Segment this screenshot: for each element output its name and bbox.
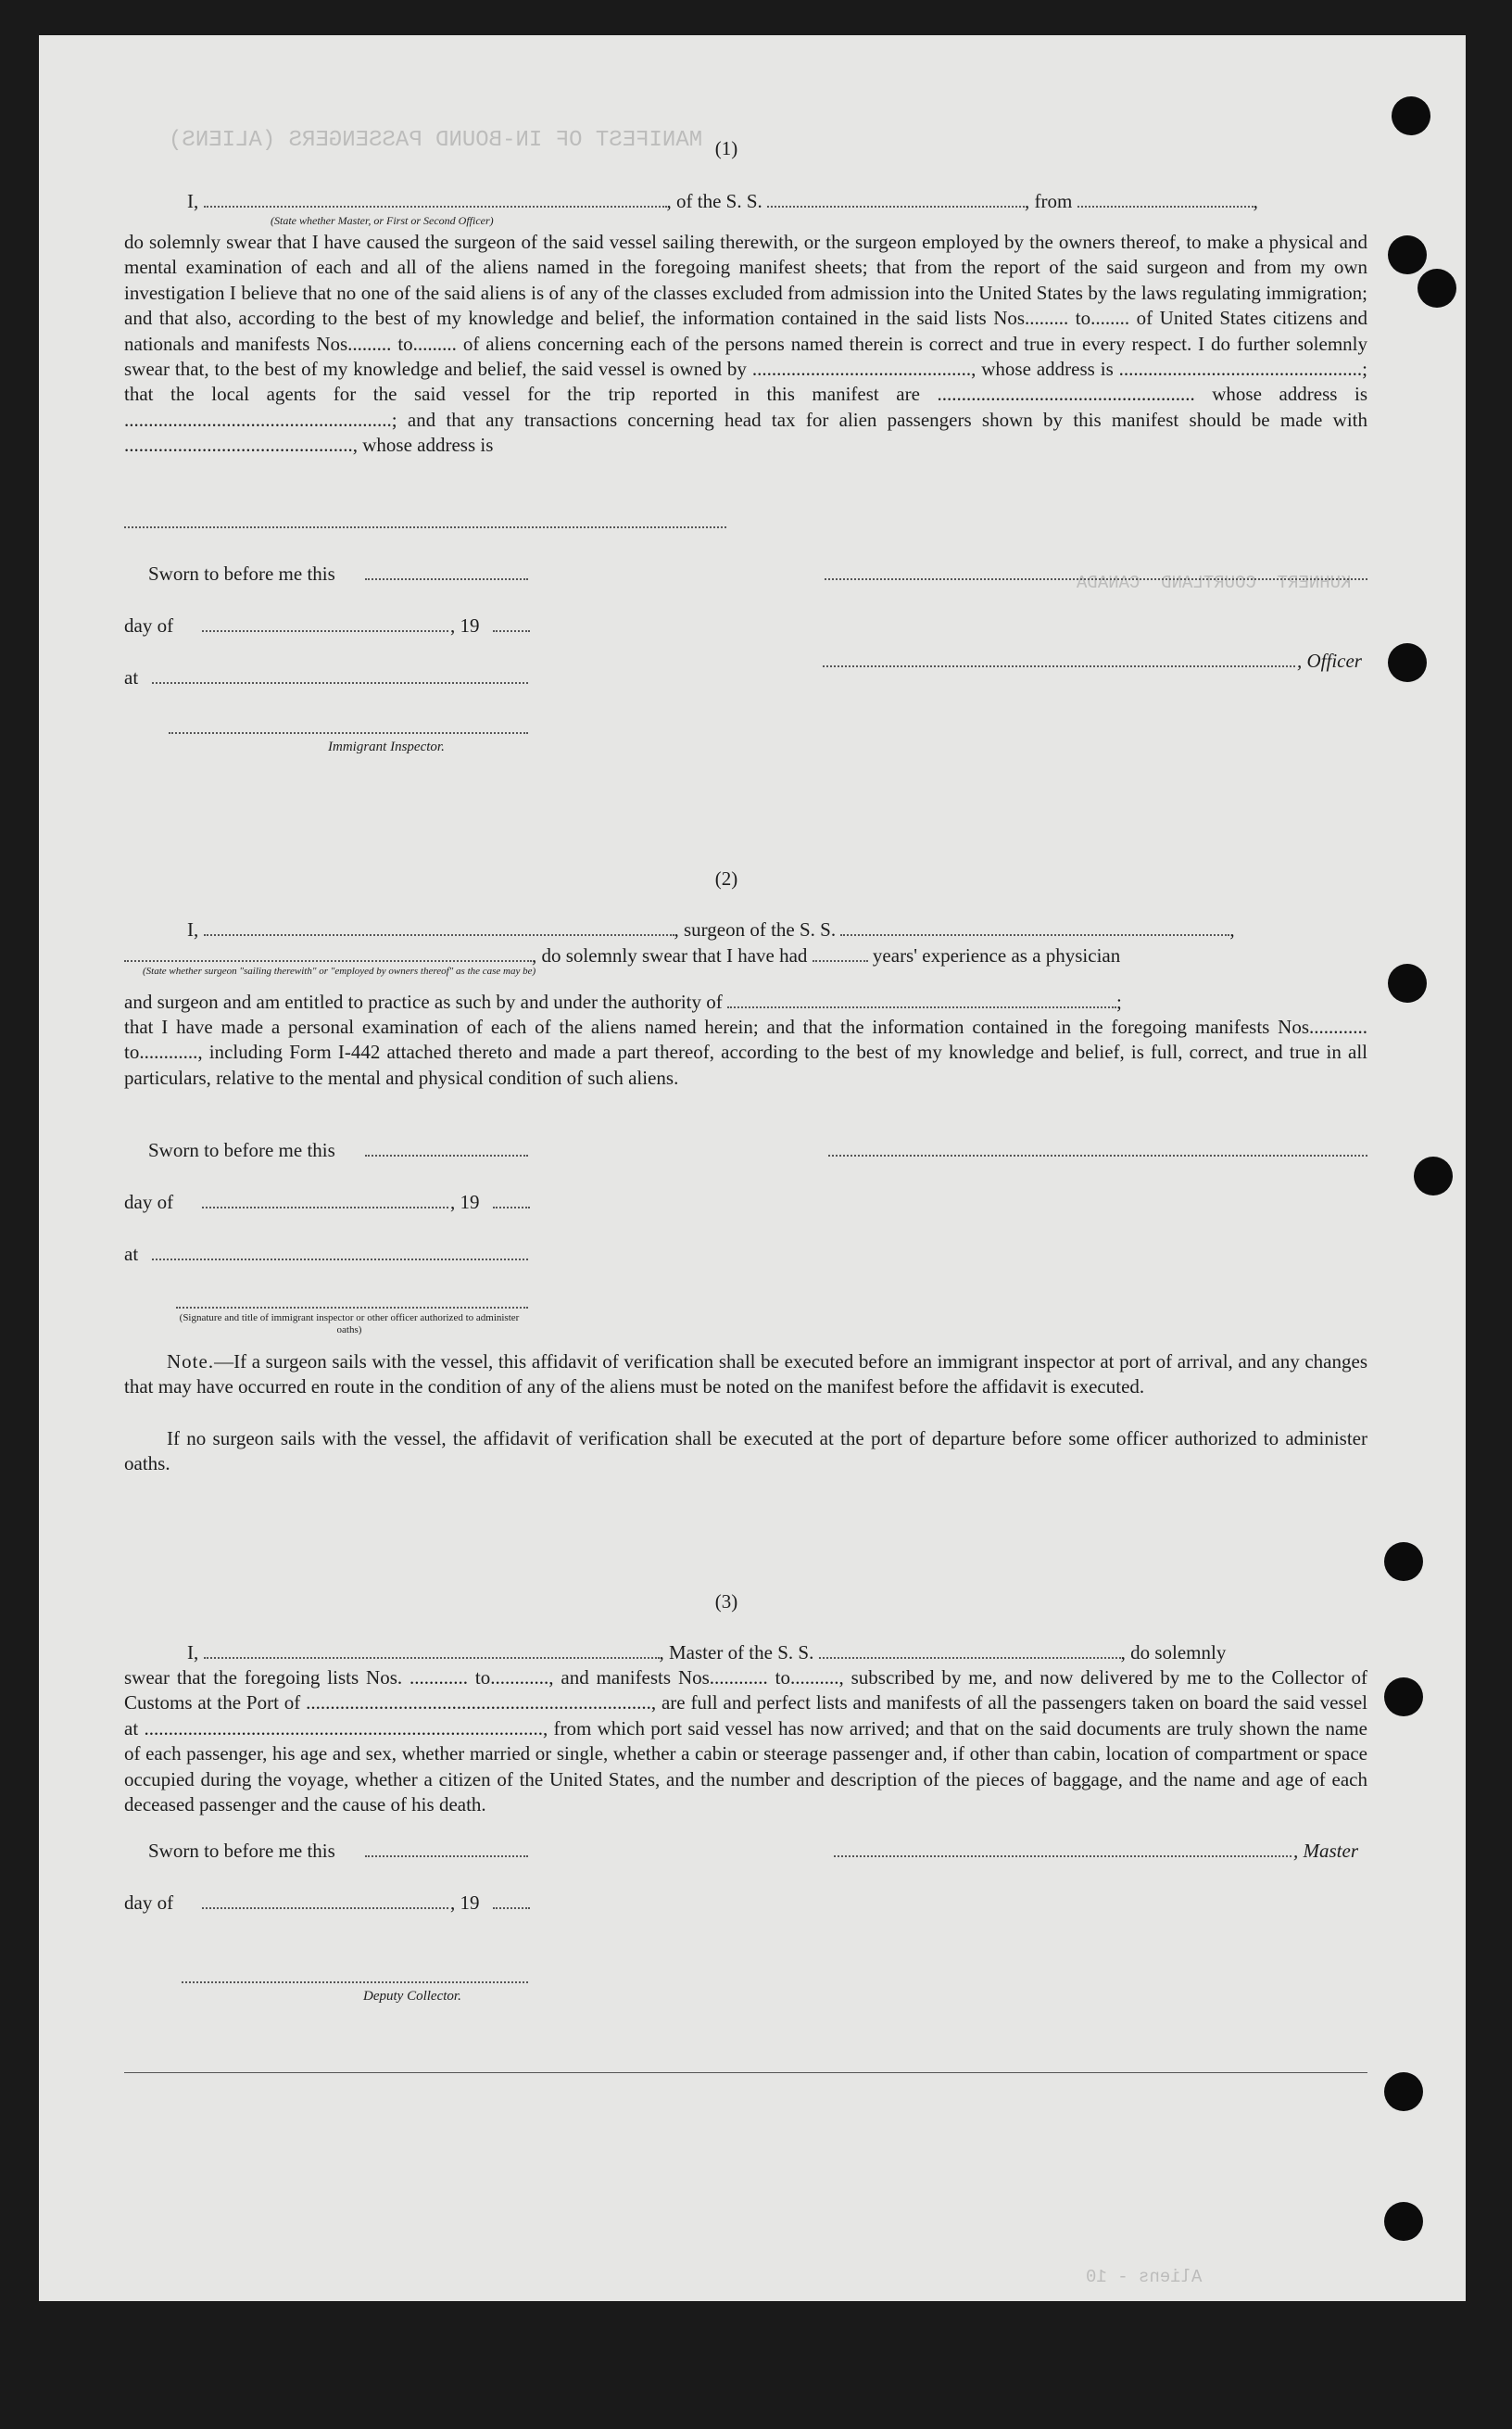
section-1-number: (1) xyxy=(714,137,738,159)
text: , do solemnly swear that I have had xyxy=(532,944,808,967)
bleed-through-text: MANIFEST OF IN-BOUND PASSENGERS (ALIENS) xyxy=(169,128,703,153)
sworn-label: Sworn to before me this xyxy=(148,1840,335,1862)
text: , xyxy=(1229,918,1235,941)
binding-hole xyxy=(1388,235,1427,274)
day-of-label: day of xyxy=(124,1891,174,1914)
blank-year xyxy=(493,1907,530,1909)
blank-vessel xyxy=(840,921,1229,936)
note-text: —If a surgeon sails with the vessel, this affidavit of verification shall be executed before an immigrant inspector at port of arrival, and any changes that may have occurred en route in the condition of any of the aliens must be noted on the manifest before the affidavit is executed. xyxy=(124,1350,1367,1398)
text: , do solemnly xyxy=(1120,1641,1227,1664)
blank-signature xyxy=(828,1155,1367,1157)
signature-caption: (Signature and title of immigrant inspector or other officer authorized to administer oaths) xyxy=(179,1312,520,1335)
section-1-line-1 xyxy=(187,189,1375,214)
text: years' experience as a physician xyxy=(872,944,1121,967)
at-label: at xyxy=(124,666,139,689)
blank-collector-signature xyxy=(182,1981,528,1983)
note-paragraph xyxy=(124,1349,1367,1400)
note-paragraph-2: If no surgeon sails with the vessel, the affidavit of verification shall be executed at the port of departure before some officer authorized to administer oaths. xyxy=(124,1427,1367,1475)
blank-master-name xyxy=(204,1644,660,1659)
sworn-label: Sworn to before me this xyxy=(148,1139,335,1161)
blank-day xyxy=(202,630,448,632)
blank-day xyxy=(202,1207,448,1208)
master-label: , Master xyxy=(1293,1840,1358,1862)
blank-address-line xyxy=(124,526,726,528)
collector-caption: Deputy Collector. xyxy=(363,1989,461,2004)
text: , of the S. S. xyxy=(666,190,762,212)
sworn-label: Sworn to before me this xyxy=(148,563,335,585)
text: , from xyxy=(1025,190,1073,212)
day-of-label: day of xyxy=(124,1191,174,1213)
blank-master-signature xyxy=(834,1855,1292,1857)
blank-years xyxy=(813,947,868,962)
section-2-authority-line: and surgeon and am entitled to practice as such by and under the authority of ; xyxy=(124,991,1122,1013)
note-label: Note. xyxy=(167,1350,215,1373)
blank-year xyxy=(493,1207,530,1208)
blank-officer xyxy=(823,665,1295,667)
blank-sworn-date xyxy=(365,578,528,580)
year-label: , 19 xyxy=(450,614,480,637)
blank-vessel xyxy=(767,193,1025,208)
text: I, xyxy=(187,1641,199,1664)
blank-at xyxy=(152,682,528,684)
binding-hole xyxy=(1384,1677,1423,1716)
text: and surgeon and am entitled to practice as such by and under the authority of xyxy=(124,991,723,1013)
at-label: at xyxy=(124,1243,139,1265)
blank-at xyxy=(152,1259,528,1260)
text: , Master of the S. S. xyxy=(659,1641,814,1664)
text: I, xyxy=(187,190,199,212)
section-2-line-1 xyxy=(187,917,1375,943)
text: , xyxy=(1253,190,1258,212)
binding-hole xyxy=(1414,1157,1453,1196)
binding-hole xyxy=(1384,1542,1423,1581)
bottom-divider xyxy=(124,2072,1367,2073)
blank-port xyxy=(1077,193,1254,208)
blank-inspector-signature xyxy=(169,732,528,734)
year-label: , 19 xyxy=(450,1891,480,1914)
section-2-body: that I have made a personal examination of each of the aliens named herein; and that the information contained in the foregoing manifests Nos............ to............, including Form I-442 attached thereto and made a part thereof, according to the best of my knowledge and belief, is full, correct, and true in all particulars, relative to the mental and physical condition of such aliens. xyxy=(124,1016,1367,1089)
section-3-line-1 xyxy=(187,1640,1369,1665)
section-2-line-2 xyxy=(124,943,1367,968)
blank-officer-top xyxy=(825,578,1367,580)
year-label: , 19 xyxy=(450,1191,480,1213)
blank-surgeon-status xyxy=(124,947,532,962)
bleed-through-text: Aliens - 10 xyxy=(1086,2267,1203,2287)
section-3-number: (3) xyxy=(714,1590,738,1613)
binding-hole xyxy=(1418,269,1456,308)
blank-inspector-signature xyxy=(176,1307,528,1309)
inspector-caption: Immigrant Inspector. xyxy=(328,740,445,754)
blank-rank xyxy=(204,193,667,208)
binding-hole xyxy=(1392,96,1430,135)
blank-surgeon-name xyxy=(204,921,674,936)
text: , surgeon of the S. S. xyxy=(674,918,837,941)
day-of-label: day of xyxy=(124,614,174,637)
document-page xyxy=(39,35,1466,2301)
blank-year xyxy=(493,630,530,632)
text: I, xyxy=(187,918,199,941)
blank-sworn-date xyxy=(365,1855,528,1857)
binding-hole xyxy=(1384,2072,1423,2111)
bleed-through-text: KUHNERT COURTLAND CANADA xyxy=(1077,573,1352,593)
binding-hole xyxy=(1388,964,1427,1003)
blank-vessel xyxy=(819,1644,1121,1659)
binding-hole xyxy=(1384,2202,1423,2241)
section-2-number: (2) xyxy=(714,867,738,890)
surgeon-caption: (State whether surgeon "sailing therewith" or "employed by owners thereof" as the case may be) xyxy=(143,966,536,977)
binding-hole xyxy=(1388,643,1427,682)
blank-authority xyxy=(727,993,1116,1008)
rank-caption: (State whether Master, or First or Second Officer) xyxy=(271,214,494,227)
officer-label: , Officer xyxy=(1297,650,1362,672)
blank-day xyxy=(202,1907,448,1909)
section-3-body: swear that the foregoing lists Nos. ............ to............, and manifests Nos............ to.........., subscribed by me, and now delivered by me to the Collector of Customs at the Port of ......................................................................., are full and perfect lists and manifests of all the passengers taken on board the said vessel at .................................................................................., from which port said vessel has now arrived; and that on the said documents are truly shown the name of each passenger, his age and sex, whether married or single, whether a cabin or steerage passenger and, if other than cabin, location of compartment or space occupied during the voyage, whether a citizen of the United States, and the number and description of the pieces of baggage, and the name and age of each deceased passenger and the cause of his death. xyxy=(124,1666,1367,1816)
section-1-body: do solemnly swear that I have caused the surgeon of the said vessel sailing therewith, or the surgeon employed by the owners thereof, to make a physical and mental examination of each and all of the aliens named in the foregoing manifest sheets; that from the report of the said surgeon and from my own investigation I believe that no one of the said aliens is of any of the classes excluded from admission into the United States by the laws regulating immigration; and that also, according to the best of my knowledge and belief, the information contained in the said lists Nos......... to........ of United States citizens and nationals and manifests Nos......... to......... of aliens concerning each of the persons named therein is correct and true in every respect. I do further solemnly swear that, to the best of my knowledge and belief, the said vessel is owned by ............................................., whose address is ..................................................; that the local agents for the said vessel for the trip reported in this manifest are ..................................................... whose address is .......................................................; and that any transactions concerning head tax for alien passengers shown by this manifest should be made with ..............................................., whose address is xyxy=(124,231,1367,457)
blank-sworn-date xyxy=(365,1155,528,1157)
